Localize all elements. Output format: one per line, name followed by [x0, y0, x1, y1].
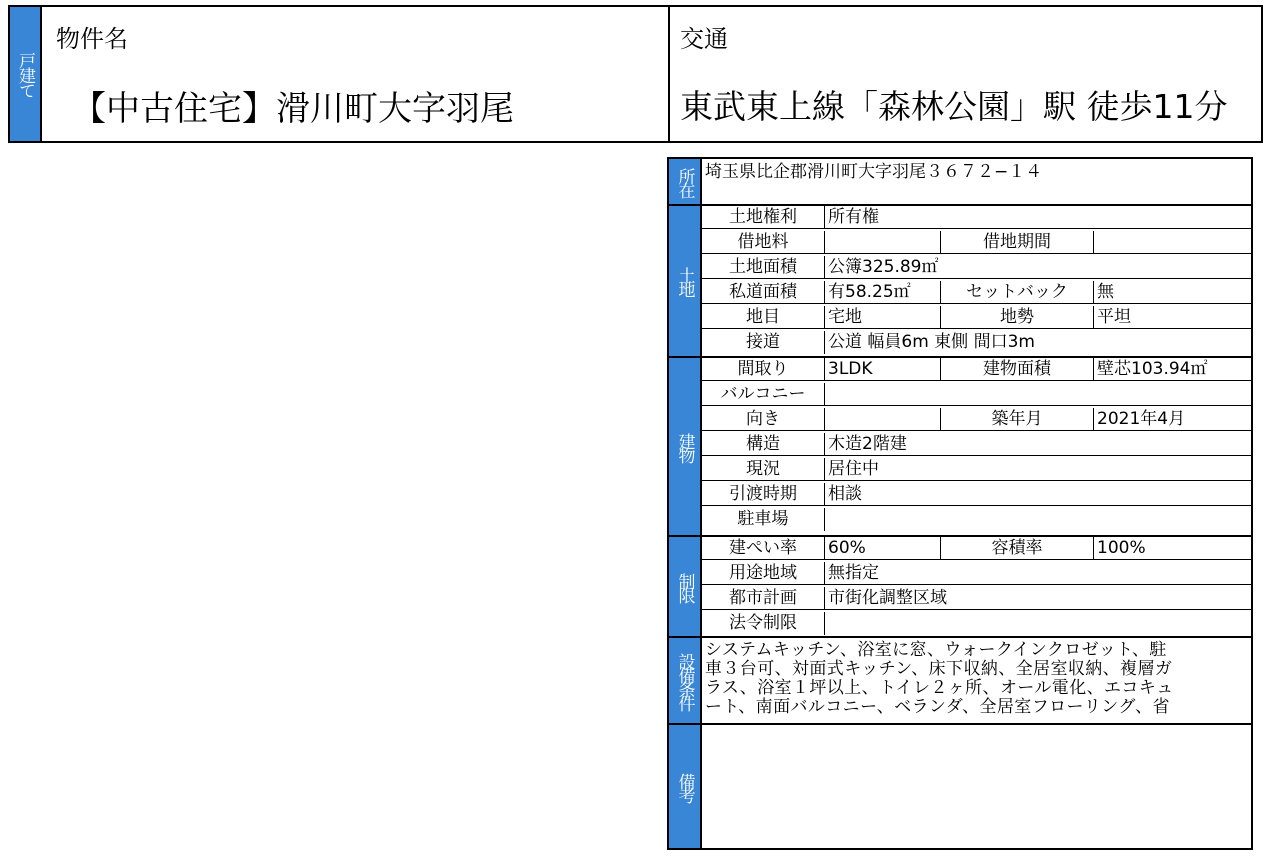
table-row	[702, 408, 1251, 431]
section-building	[669, 358, 1251, 537]
floor-area-label: 建物面積	[941, 358, 1094, 380]
section-label-land: 土地	[669, 206, 702, 356]
section-land	[669, 206, 1251, 358]
floor-area-value: 壁芯103.94㎡	[1097, 359, 1208, 379]
property-type-label: 戸建て	[15, 51, 35, 97]
table-row	[702, 306, 1251, 329]
terrain-label: 地勢	[941, 306, 1094, 328]
current-status-value: 居住中	[828, 459, 879, 479]
legal-restrictions-value	[825, 612, 828, 635]
legal-restrictions-label: 法令制限	[702, 612, 825, 635]
layout-label: 間取り	[702, 358, 825, 380]
property-type-tab	[10, 7, 42, 141]
section-label-building: 建物	[669, 358, 702, 535]
setback-value: 無	[1097, 282, 1114, 302]
section-location	[669, 159, 1251, 206]
access-cell	[670, 7, 1261, 141]
table-row	[702, 537, 1251, 560]
built-date-label: 築年月	[941, 408, 1094, 430]
property-name-cell	[42, 7, 670, 141]
table-row	[702, 562, 1251, 585]
parking-label: 駐車場	[702, 508, 825, 531]
road-access-label: 接道	[702, 331, 825, 354]
floor-area-ratio-value: 100%	[1097, 538, 1146, 558]
table-row	[702, 231, 1251, 254]
table-row	[702, 206, 1251, 229]
city-plan-value: 市街化調整区域	[828, 588, 947, 608]
table-row	[702, 483, 1251, 506]
zoning-label: 用途地域	[702, 562, 825, 584]
terrain-value: 平坦	[1097, 307, 1131, 327]
layout-value: 3LDK	[825, 358, 941, 380]
table-row	[702, 383, 1251, 406]
equipment-text	[705, 641, 1249, 717]
table-row	[702, 458, 1251, 481]
section-label-restrictions: 制限	[669, 537, 702, 636]
orientation-value	[825, 408, 941, 430]
lease-term-value	[1094, 231, 1251, 253]
city-plan-label: 都市計画	[702, 587, 825, 609]
handover-label: 引渡時期	[702, 483, 825, 505]
property-name: 【中古住宅】滑川町大字羽尾	[72, 89, 514, 129]
equipment-line: ート、南面バルコニー、ベランダ、全居室フローリング、省	[705, 697, 1170, 717]
lease-term-label: 借地期間	[941, 231, 1094, 253]
table-row	[702, 433, 1251, 456]
table-row	[702, 358, 1251, 381]
coverage-ratio-label: 建ぺい率	[702, 537, 825, 559]
private-road-label: 私道面積	[702, 281, 825, 303]
land-area-label: 土地面積	[702, 256, 825, 278]
land-category-value: 宅地	[825, 306, 941, 328]
section-restrictions	[669, 537, 1251, 638]
floor-area-ratio-label: 容積率	[941, 537, 1094, 559]
address-value: 埼玉県比企郡滑川町大字羽尾３６７２−１４	[705, 162, 1043, 182]
orientation-label: 向き	[702, 408, 825, 430]
table-row	[702, 508, 1251, 531]
land-category-label: 地目	[702, 306, 825, 328]
equipment-line: ラス、浴室１坪以上、トイレ２ヶ所、オール電化、エコキュ	[705, 678, 1174, 698]
table-row	[702, 587, 1251, 610]
lease-fee-label: 借地料	[702, 231, 825, 253]
access-label: 交通	[680, 25, 728, 53]
table-row	[702, 281, 1251, 304]
property-name-label: 物件名	[56, 25, 128, 53]
table-row	[702, 331, 1251, 354]
parking-value	[825, 508, 828, 531]
handover-value: 相談	[828, 484, 862, 504]
access-value: 東武東上線「森林公園」駅 徒歩11分	[680, 87, 1228, 126]
built-date-value: 2021年4月	[1097, 409, 1186, 429]
setback-label: セットバック	[941, 281, 1094, 303]
road-access-value: 公道 幅員6m 東側 間口3m	[828, 332, 1035, 352]
section-remarks	[669, 725, 1251, 848]
balcony-label: バルコニー	[702, 383, 825, 405]
section-equipment	[669, 638, 1251, 725]
balcony-value	[825, 383, 828, 405]
table-row	[702, 612, 1251, 635]
private-road-value: 有58.25㎡	[825, 281, 941, 303]
structure-value: 木造2階建	[828, 434, 907, 454]
lease-fee-value	[825, 231, 941, 253]
spec-table	[667, 157, 1253, 850]
land-area-value: 公簿325.89㎡	[828, 257, 939, 277]
coverage-ratio-value: 60%	[825, 537, 941, 559]
zoning-value: 無指定	[828, 563, 879, 583]
section-label-location: 所在	[669, 159, 702, 204]
equipment-line: 車３台可、対面式キッチン、床下収納、全居室収納、複層ガ	[705, 659, 1173, 679]
property-header	[8, 5, 1263, 143]
table-row	[702, 256, 1251, 279]
land-rights-value: 所有権	[828, 207, 879, 227]
current-status-label: 現況	[702, 458, 825, 480]
section-label-remarks: 備考	[669, 725, 702, 848]
structure-label: 構造	[702, 433, 825, 455]
section-label-equipment: 設備条件	[669, 638, 702, 723]
land-rights-label: 土地権利	[702, 206, 825, 228]
equipment-line: システムキッチン、浴室に窓、ウォークインクロゼット、駐	[705, 640, 1167, 660]
